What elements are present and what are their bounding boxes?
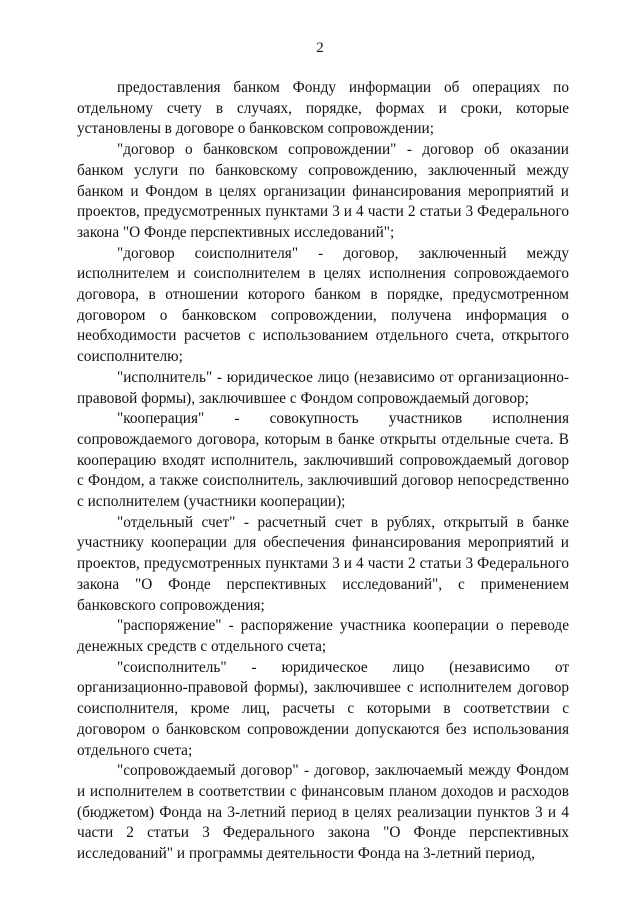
paragraph-definition-co-executor: "соисполнитель" - юридическое лицо (независимо от организационно-правовой формы), заключившее с исполнителем договор соисполнителя, кроме лиц, расчеты с которыми в соответствии с договором о банковском сопровождении допускаются без использования отдельного счета; — [77, 658, 569, 759]
paragraph-definition-co-executor-agreement: "договор соисполнителя" - договор, заключенный между исполнителем и соисполнителем в целях исполнения сопровождаемого договора, в отношении которого банком в порядке, предусмотренном договором о банковском сопровождении, получена информация о необходимости расчетов с использованием отдельного счета, открытого соисполнителю; — [77, 244, 569, 366]
paragraph-definition-order: "распоряжение" - распоряжение участника кооперации о переводе денежных средств с отдельного счета; — [77, 617, 569, 655]
paragraph-definition-accompanied-agreement: "сопровождаемый договор" - договор, заключаемый между Фондом и исполнителем в соответствии с финансовым планом доходов и расходов (бюджетом) Фонда на 3-летний период в целях реализации пунктов 3 и 4 части 2 статьи 3 Федерального закона "О Фонде перспективных исследований" и программы деятельности Фонда на 3-летний период, — [77, 762, 569, 863]
page-number: 2 — [316, 40, 324, 56]
paragraph-definition-executor: "исполнитель" - юридическое лицо (независимо от организационно-правовой формы), заключившее с Фондом сопровождаемый договор; — [77, 368, 569, 407]
document-body — [77, 78, 569, 865]
paragraph-definition-separate-account: "отдельный счет" - расчетный счет в рублях, открытый в банке участнику кооперации для обеспечения финансирования мероприятий и проектов, предусмотренных пунктами 3 и 4 части 2 статьи 3 Федерального закона "О Фонде перспективных исследований", с применением банковского сопровождения; — [77, 513, 569, 614]
paragraph-definition-bank-support-agreement: "договор о банковском сопровождении" - договор об оказании банком услуги по банковскому сопровождению, заключенный между банком и Фондом в целях организации финансирования мероприятий и проектов, предусмотренных пунктами 3 и 4 части 2 статьи 3 Федерального закона "О Фонде перспективных исследований"; — [77, 141, 569, 241]
paragraph-continuation: предоставления банком Фонду информации об операциях по отдельному счету в случаях, порядке, формах и сроки, которые установлены в договоре о банковском сопровождении; — [77, 79, 569, 138]
paragraph-definition-cooperation: "кооперация" - совокупность участников исполнения сопровождаемого договора, которым в банке открыты отдельные счета. В кооперацию входят исполнитель, заключивший сопровождаемый договор с Фондом, а также соисполнитель, заключивший договор непосредственно с исполнителем (участники кооперации); — [77, 410, 569, 511]
